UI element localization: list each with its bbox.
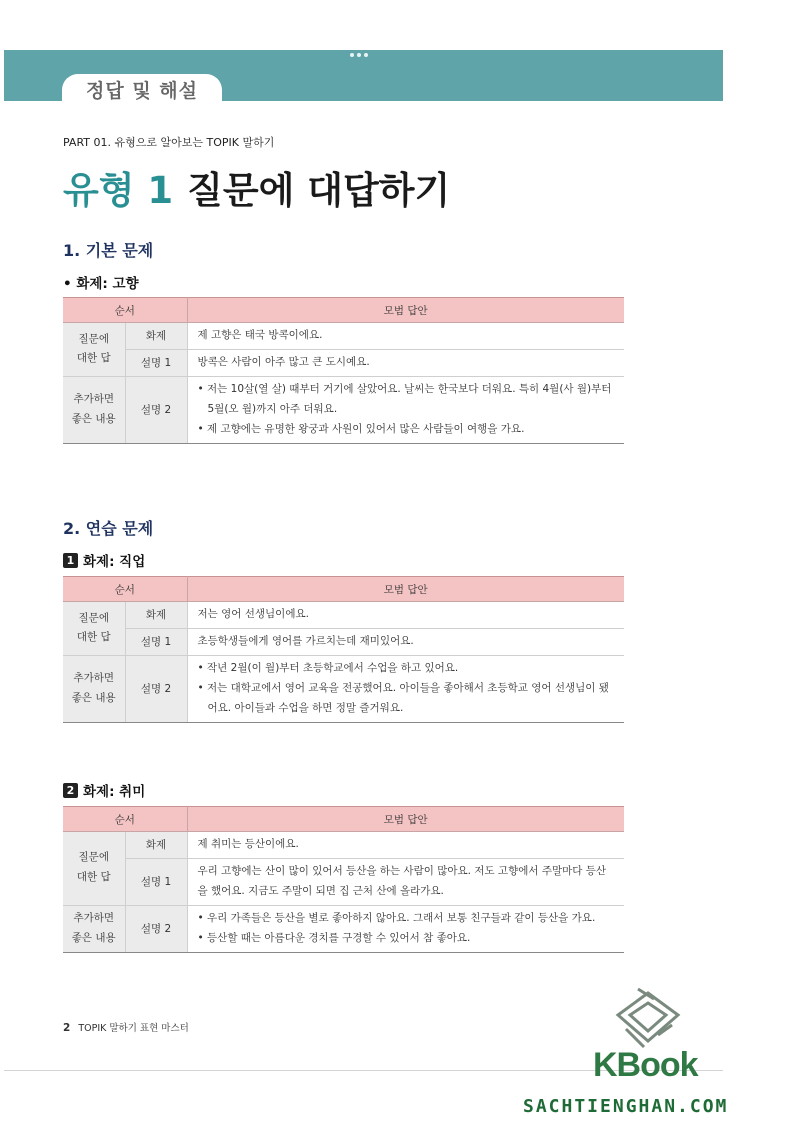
answer-cell: 제 취미는 등산이에요. [187,832,624,859]
table-header-row [63,807,624,832]
answer-table-hobby [63,806,624,953]
answer-cell: 방콕은 사람이 아주 많고 큰 도시예요. [187,349,624,376]
col-answer: 모범 답안 [187,807,624,832]
book-title: TOPIK 말하기 표현 마스터 [78,1023,189,1034]
answer-cell: 제 고향은 태국 방콕이에요. [187,323,624,350]
table-row [63,376,624,443]
section-heading-basic: 1. 기본 문제 [63,241,154,260]
table-row [63,628,624,655]
group-label-line: 질문에 [78,332,109,345]
group-label-line: 추가하면 [73,392,115,405]
answer-cell [187,655,624,722]
answer-bullet: • 등산할 때는 아름다운 경치를 구경할 수 있어서 참 좋아요. [197,931,471,944]
table-header-row [63,577,624,602]
header-tab-label: 정답 및 해설 [86,79,198,102]
answer-cell: 우리 고향에는 산이 많이 있어서 등산을 하는 사람이 많아요. 저도 고향에서 주말마다 등산을 했어요. 지금도 주말이 되면 집 근처 산에 올라가요. [187,858,624,905]
topic-hometown: • 화제: 고향 [63,276,139,292]
answer-table-hometown [63,297,624,444]
col-answer: 모범 답안 [187,298,624,323]
table-row [63,905,624,952]
group-label-line: 좋은 내용 [71,412,116,425]
col-order: 순서 [63,807,187,832]
group-label-line: 추가하면 [73,671,115,684]
kbook-book-icon [608,985,688,1053]
group-label-line: 추가하면 [73,911,115,924]
part-label: PART 01. 유형으로 알아보는 TOPIK 말하기 [63,136,275,149]
group-label-line: 대한 답 [76,871,111,884]
page-footer [63,1020,189,1034]
kbook-logo-text: KBook [593,1046,698,1084]
answer-bullet: • 저는 10살(열 살) 때부터 거기에 살았어요. 날씨는 한국보다 더워요. 특히 4월(사 월)부터 5월(오 월)까지 아주 더워요. [197,382,612,415]
answer-bullet: • 저는 대학교에서 영어 교육을 전공했어요. 아이들을 좋아해서 초등학교 영어 선생님이 됐어요. 아이들과 수업을 하면 정말 즐거워요. [197,681,609,714]
topic-label: 화제: 취미 [83,784,146,800]
watermark-site: SACHTIENGHAN.COM [523,1096,729,1117]
answer-bullet: • 우리 가족들은 등산을 별로 좋아하지 않아요. 그래서 보통 친구들과 같이 등산을 가요. [197,911,596,924]
row-label: 설명 1 [125,858,187,905]
group-label-line: 대한 답 [76,631,111,644]
group-label-line: 좋은 내용 [71,691,116,704]
type-name: 질문에 대답하기 [187,169,451,212]
topic-job [63,550,145,570]
topic-label: 화제: 직업 [83,554,146,570]
number-box: 2 [63,783,78,798]
row-label: 설명 1 [125,349,187,376]
answer-cell [187,905,624,952]
group-label-line: 좋은 내용 [71,931,116,944]
section-heading-practice: 2. 연습 문제 [63,519,154,538]
banner-dots [350,53,368,57]
row-group-extra [63,905,125,952]
row-label: 설명 2 [125,655,187,722]
table-header-row [63,298,624,323]
page-title [63,160,450,214]
table-row [63,655,624,722]
answer-cell: 저는 영어 선생님이에요. [187,602,624,629]
group-label-line: 질문에 [78,851,109,864]
group-label-line: 대한 답 [76,352,111,365]
col-answer: 모범 답안 [187,577,624,602]
row-group-answer [63,832,125,906]
answer-cell [187,376,624,443]
table-row [63,858,624,905]
answer-table-job [63,576,624,723]
col-order: 순서 [63,298,187,323]
topic-hobby [63,780,145,800]
answer-cell: 초등학생들에게 영어를 가르치는데 재미있어요. [187,628,624,655]
row-group-answer [63,602,125,656]
row-group-answer [63,323,125,377]
answer-bullet: • 제 고향에는 유명한 왕궁과 사원이 있어서 많은 사람들이 여행을 가요. [197,422,525,435]
page-number: 2 [63,1022,71,1034]
row-group-extra [63,655,125,722]
answer-bullet: • 작년 2월(이 월)부터 초등학교에서 수업을 하고 있어요. [197,661,459,674]
table-row [63,323,624,350]
row-label: 화제 [125,602,187,629]
table-row [63,349,624,376]
row-label: 설명 2 [125,376,187,443]
group-label-line: 질문에 [78,611,109,624]
table-row [63,832,624,859]
number-box: 1 [63,553,78,568]
row-label: 설명 1 [125,628,187,655]
row-group-extra [63,376,125,443]
col-order: 순서 [63,577,187,602]
type-number: 유형 1 [63,169,174,212]
row-label: 화제 [125,323,187,350]
table-row [63,602,624,629]
row-label: 화제 [125,832,187,859]
row-label: 설명 2 [125,905,187,952]
header-tab [62,74,222,104]
